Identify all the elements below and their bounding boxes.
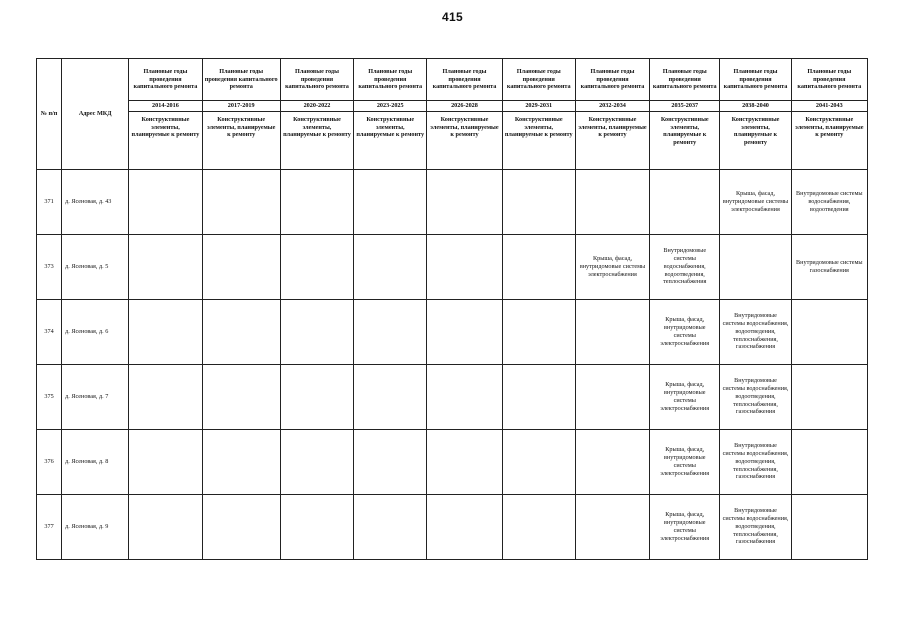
period-years: 2038-2040 bbox=[720, 101, 791, 112]
period-years: 2032-2034 bbox=[575, 101, 649, 112]
period-label: Плановые годы проведения капитального ремонта bbox=[720, 59, 791, 101]
repair-elements-cell: Внутридомовые системы газоснабжения bbox=[791, 234, 867, 299]
repair-elements-cell bbox=[280, 494, 353, 559]
repair-elements-cell bbox=[502, 494, 575, 559]
repair-elements-cell: Внутридомовые системы водоснабжения, водоотведения, теплоснабжения, газоснабжения bbox=[720, 364, 791, 429]
row-number: 374 bbox=[37, 299, 62, 364]
repair-elements-cell bbox=[280, 429, 353, 494]
repair-elements-cell bbox=[354, 234, 427, 299]
period-years: 2035-2037 bbox=[650, 101, 720, 112]
period-years: 2029-2031 bbox=[502, 101, 575, 112]
repair-elements-cell: Крыша, фасад, внутридомовые системы электроснабжения bbox=[650, 494, 720, 559]
period-elements-label: Конструктивные элементы, планируемые к ремонту bbox=[575, 111, 649, 169]
repair-elements-cell bbox=[502, 299, 575, 364]
row-address: д. Ясеновая, д. 43 bbox=[62, 169, 129, 234]
repair-elements-cell bbox=[575, 169, 649, 234]
period-years: 2041-2043 bbox=[791, 101, 867, 112]
period-elements-label: Конструктивные элементы, планируемые к ремонту bbox=[129, 111, 202, 169]
repair-elements-cell bbox=[502, 429, 575, 494]
period-elements-label: Конструктивные элементы, планируемые к ремонту bbox=[354, 111, 427, 169]
repair-elements-cell bbox=[427, 169, 502, 234]
repair-elements-cell bbox=[129, 299, 202, 364]
repair-elements-cell: Внутридомовые системы водоснабжения, водоотведения, теплоснабжения, газоснабжения bbox=[720, 494, 791, 559]
period-label: Плановые годы проведения капитального ремонта bbox=[280, 59, 353, 101]
period-label: Плановые годы проведения капитального ремонта bbox=[650, 59, 720, 101]
row-number: 377 bbox=[37, 494, 62, 559]
repair-elements-cell bbox=[202, 364, 280, 429]
repair-elements-cell bbox=[427, 299, 502, 364]
row-address: д. Ясеновая, д. 5 bbox=[62, 234, 129, 299]
row-address: д. Ясеновая, д. 6 bbox=[62, 299, 129, 364]
repair-elements-cell: Внутридомовые системы водоснабжения, водоотведения, теплоснабжения bbox=[650, 234, 720, 299]
repair-elements-cell bbox=[280, 169, 353, 234]
row-number: 373 bbox=[37, 234, 62, 299]
repair-elements-cell bbox=[502, 364, 575, 429]
repair-elements-cell bbox=[129, 364, 202, 429]
repair-elements-cell bbox=[129, 494, 202, 559]
row-address: д. Ясеновая, д. 7 bbox=[62, 364, 129, 429]
period-label: Плановые годы проведения капитального ремонта bbox=[129, 59, 202, 101]
period-years: 2023-2025 bbox=[354, 101, 427, 112]
repair-elements-cell: Крыша, фасад, внутридомовые системы электроснабжения bbox=[650, 299, 720, 364]
repair-elements-cell bbox=[202, 234, 280, 299]
repair-elements-cell bbox=[427, 494, 502, 559]
column-header-address: Адрес МКД bbox=[62, 59, 129, 170]
row-number: 371 bbox=[37, 169, 62, 234]
repair-elements-cell bbox=[202, 429, 280, 494]
repair-elements-cell bbox=[575, 364, 649, 429]
repair-elements-cell bbox=[791, 494, 867, 559]
table-row bbox=[37, 299, 868, 364]
repair-elements-cell bbox=[129, 169, 202, 234]
repair-elements-cell bbox=[129, 234, 202, 299]
page-number: 415 bbox=[442, 10, 463, 24]
repair-elements-cell bbox=[575, 299, 649, 364]
period-years: 2017-2019 bbox=[202, 101, 280, 112]
period-elements-label: Конструктивные элементы, планируемые к ремонту bbox=[791, 111, 867, 169]
period-label: Плановые годы проведения капитального ремонта bbox=[427, 59, 502, 101]
repair-elements-cell bbox=[502, 169, 575, 234]
repair-elements-cell bbox=[202, 494, 280, 559]
capital-repair-plan-table bbox=[36, 58, 868, 560]
period-elements-label: Конструктивные элементы, планируемые к ремонту bbox=[650, 111, 720, 169]
repair-elements-cell bbox=[427, 234, 502, 299]
repair-elements-cell bbox=[791, 364, 867, 429]
repair-elements-cell bbox=[720, 234, 791, 299]
column-header-num: № п/п bbox=[37, 59, 62, 170]
repair-elements-cell bbox=[354, 364, 427, 429]
repair-elements-cell: Внутридомовые системы водоснабжения, водоотведения, теплоснабжения, газоснабжения bbox=[720, 429, 791, 494]
period-elements-label: Конструктивные элементы, планируемые к ремонту bbox=[280, 111, 353, 169]
repair-elements-cell bbox=[280, 364, 353, 429]
repair-elements-cell: Крыша, фасад, внутридомовые системы электроснабжения bbox=[575, 234, 649, 299]
repair-elements-cell bbox=[280, 234, 353, 299]
period-elements-label: Конструктивные элементы, планируемые к ремонту bbox=[720, 111, 791, 169]
repair-elements-cell bbox=[791, 429, 867, 494]
repair-elements-cell bbox=[427, 364, 502, 429]
period-elements-label: Конструктивные элементы, планируемые к ремонту bbox=[502, 111, 575, 169]
period-elements-label: Конструктивные элементы, планируемые к ремонту bbox=[202, 111, 280, 169]
period-elements-label: Конструктивные элементы, планируемые к ремонту bbox=[427, 111, 502, 169]
period-years: 2020-2022 bbox=[280, 101, 353, 112]
period-label: Плановые годы проведения капитального ремонта bbox=[354, 59, 427, 101]
repair-elements-cell: Крыша, фасад, внутридомовые системы электроснабжения bbox=[650, 364, 720, 429]
period-label: Плановые годы проведения капитального ремонта bbox=[791, 59, 867, 101]
repair-elements-cell bbox=[129, 429, 202, 494]
repair-elements-cell: Внутридомовые системы водоснабжения, водоотведения bbox=[791, 169, 867, 234]
row-number: 375 bbox=[37, 364, 62, 429]
table-body bbox=[37, 169, 868, 559]
table-row bbox=[37, 494, 868, 559]
period-years: 2026-2028 bbox=[427, 101, 502, 112]
repair-elements-cell bbox=[575, 494, 649, 559]
repair-elements-cell bbox=[502, 234, 575, 299]
repair-elements-cell bbox=[354, 429, 427, 494]
period-label: Плановые годы проведения капитального ремонта bbox=[202, 59, 280, 101]
row-address: д. Ясеновая, д. 9 bbox=[62, 494, 129, 559]
table-row bbox=[37, 429, 868, 494]
row-number: 376 bbox=[37, 429, 62, 494]
repair-elements-cell bbox=[202, 299, 280, 364]
table-row bbox=[37, 234, 868, 299]
period-years: 2014-2016 bbox=[129, 101, 202, 112]
period-label: Плановые годы проведения капитального ремонта bbox=[575, 59, 649, 101]
row-address: д. Ясеновая, д. 8 bbox=[62, 429, 129, 494]
repair-elements-cell bbox=[354, 494, 427, 559]
repair-elements-cell bbox=[280, 299, 353, 364]
repair-elements-cell bbox=[354, 169, 427, 234]
repair-elements-cell bbox=[202, 169, 280, 234]
repair-elements-cell: Крыша, фасад, внутридомовые системы электроснабжения bbox=[720, 169, 791, 234]
repair-elements-cell: Крыша, фасад, внутридомовые системы электроснабжения bbox=[650, 429, 720, 494]
repair-elements-cell bbox=[354, 299, 427, 364]
repair-elements-cell: Внутридомовые системы водоснабжения, водоотведения, теплоснабжения, газоснабжения bbox=[720, 299, 791, 364]
table-row bbox=[37, 364, 868, 429]
table-row bbox=[37, 169, 868, 234]
table-header bbox=[37, 59, 868, 170]
repair-elements-cell bbox=[791, 299, 867, 364]
repair-elements-cell bbox=[650, 169, 720, 234]
repair-elements-cell bbox=[575, 429, 649, 494]
period-label: Плановые годы проведения капитального ремонта bbox=[502, 59, 575, 101]
repair-elements-cell bbox=[427, 429, 502, 494]
